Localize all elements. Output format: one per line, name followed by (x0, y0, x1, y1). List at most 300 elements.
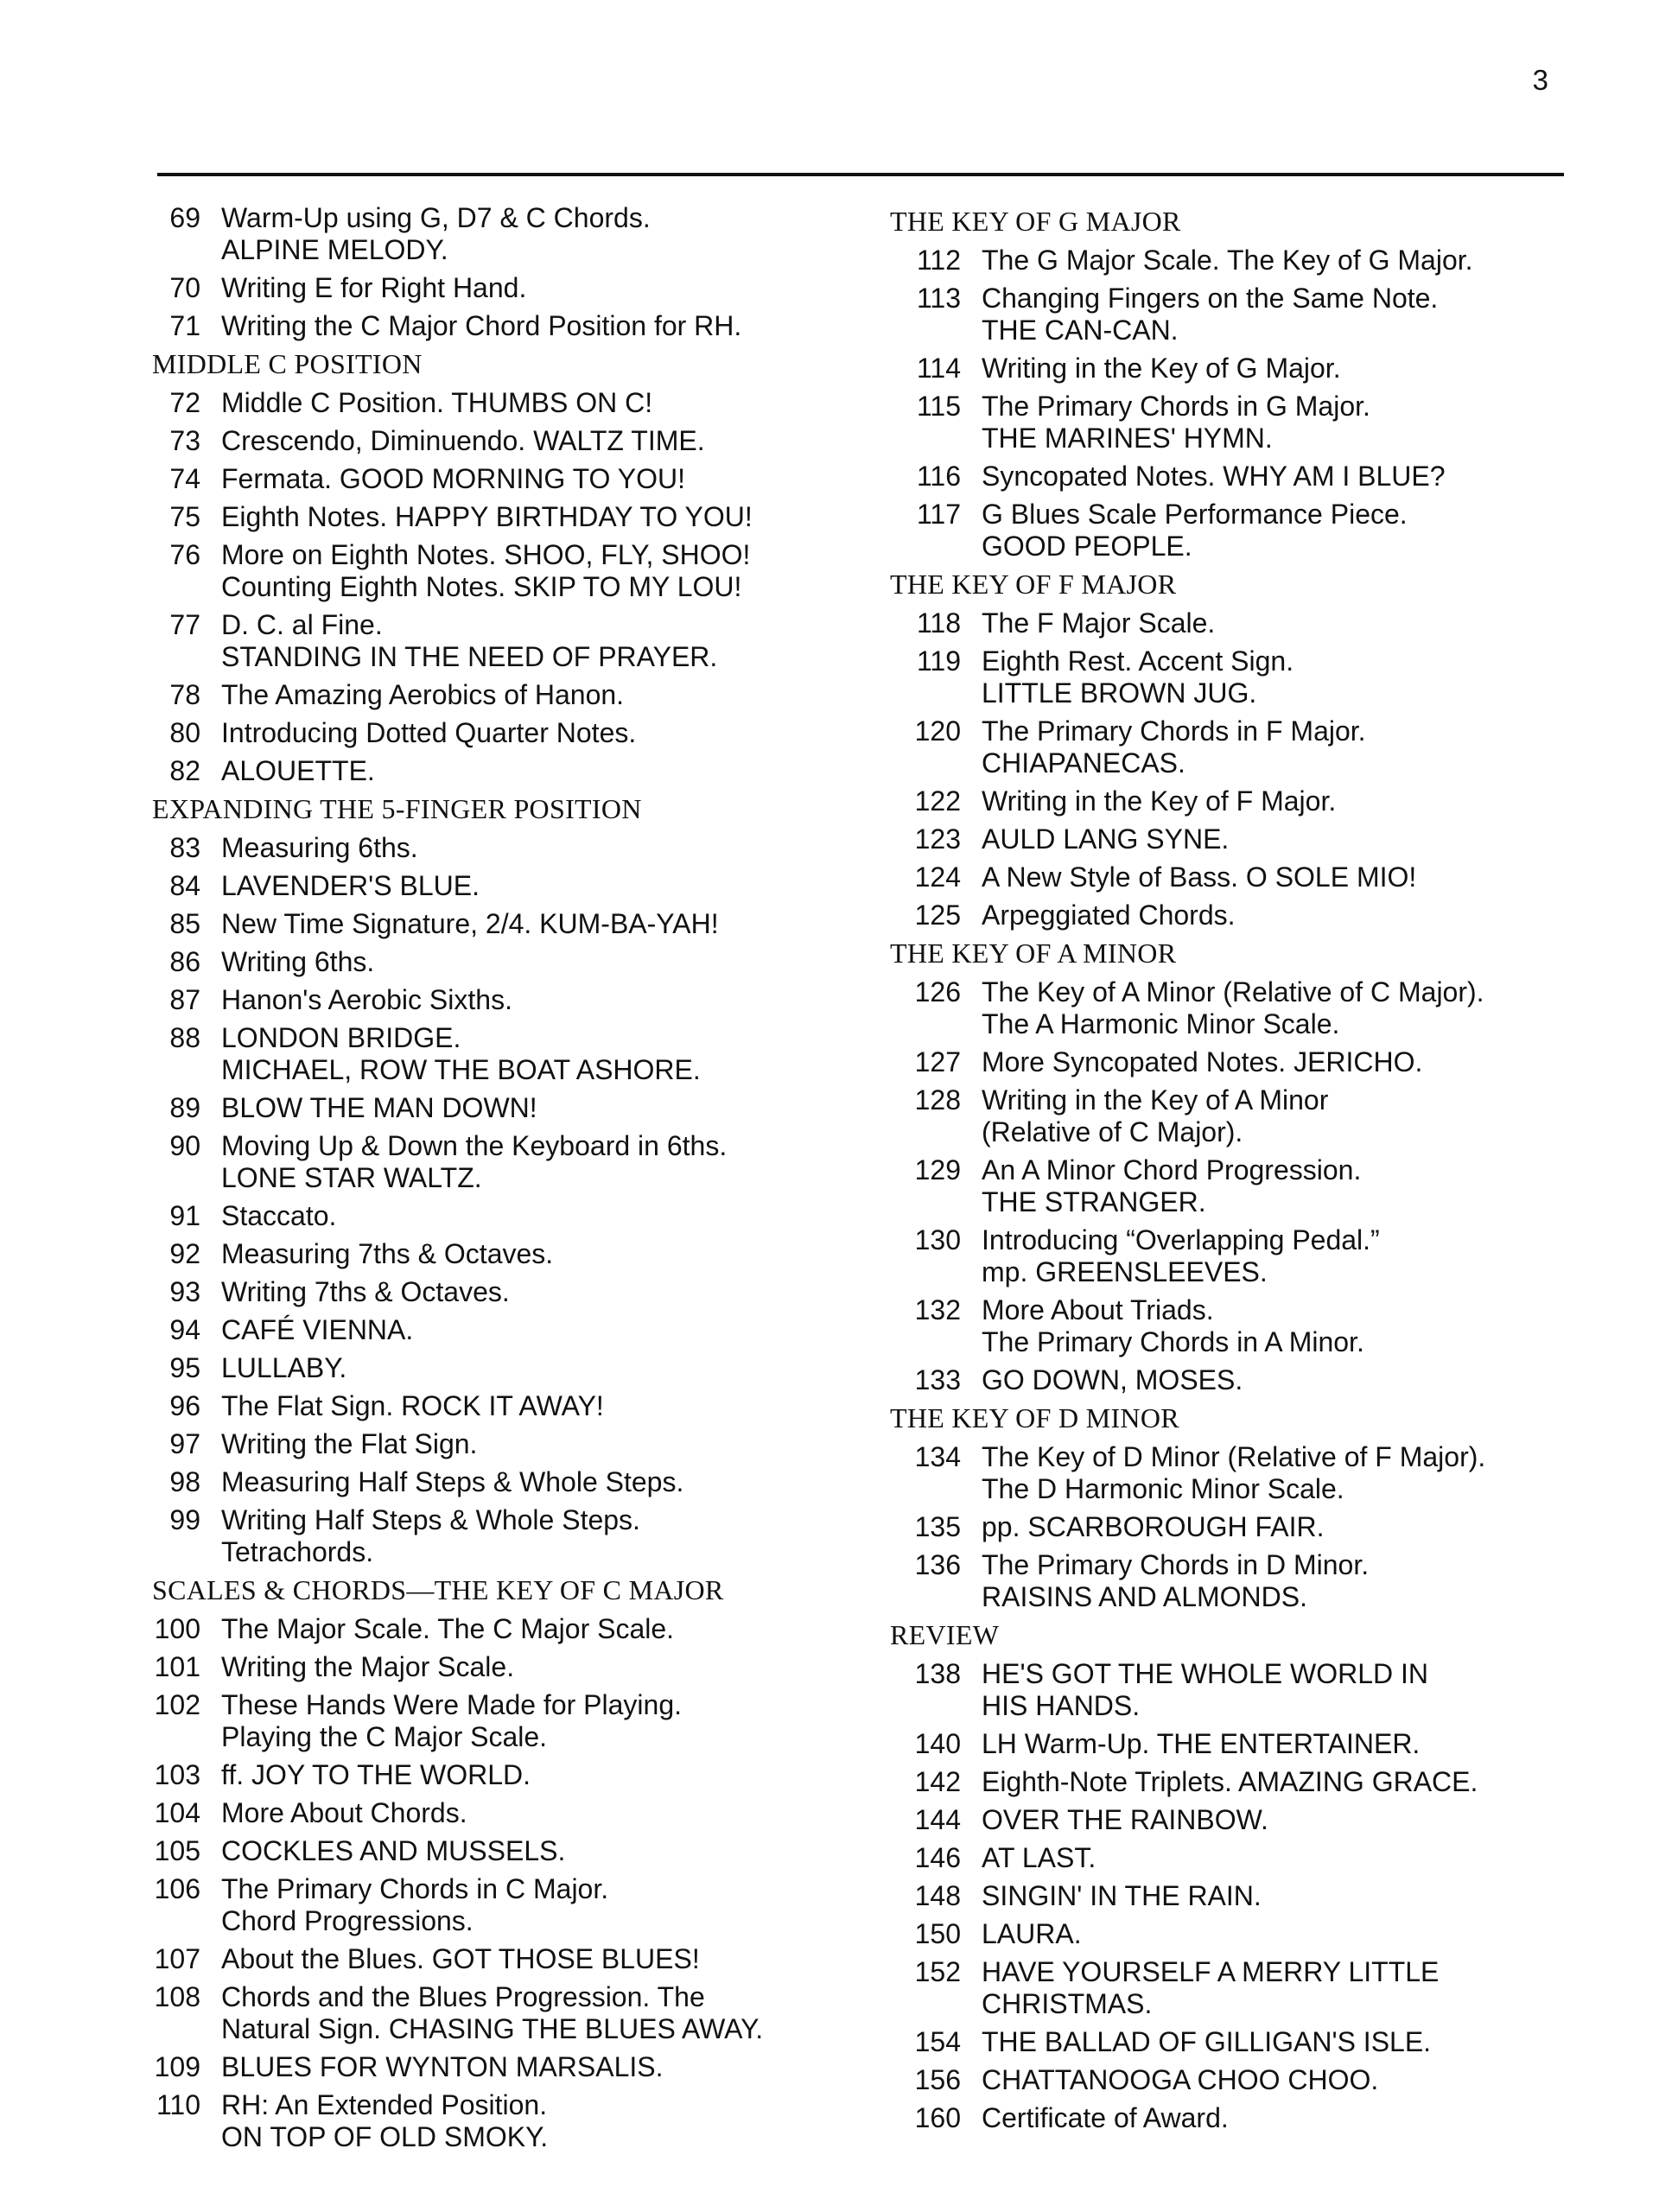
entry-page-number: 92 (169, 1238, 200, 1269)
entry-page-number: 160 (914, 2102, 961, 2133)
entry-page-number: 83 (169, 832, 200, 863)
entry-page-number: 150 (914, 1918, 961, 1949)
toc-entry (890, 1224, 1599, 1288)
entry-page-number: 94 (169, 1314, 200, 1345)
entry-page-number: 75 (169, 501, 200, 532)
entry-page-number: 124 (914, 861, 961, 893)
toc-block (149, 202, 866, 342)
entry-page-number: 89 (169, 1092, 200, 1123)
entry-text (982, 1918, 1082, 1950)
entry-page-number: 104 (154, 1797, 200, 1828)
entry-page-number: 134 (914, 1441, 961, 1472)
entry-line: THE MARINES' HYMN. (982, 423, 1273, 454)
section-heading: THE KEY OF A MINOR (890, 938, 1177, 969)
entry-page-number: 97 (169, 1428, 200, 1459)
entry-page-number: 93 (169, 1276, 200, 1307)
entry-text (221, 1314, 413, 1346)
entry-text (982, 1658, 1428, 1722)
entry-text (221, 717, 636, 749)
toc-entry (149, 425, 866, 457)
entry-text (982, 899, 1236, 931)
entry-page-number: 71 (169, 310, 200, 341)
entry-line: AULD LANG SYNE. (982, 823, 1230, 855)
toc-entry (890, 1084, 1599, 1148)
entry-line: OVER THE RAINBOW. (982, 1804, 1268, 1835)
toc-block (890, 607, 1599, 931)
entry-page-number: 144 (914, 1804, 961, 1835)
entry-page-number: 152 (914, 1956, 961, 1987)
entry-line: LITTLE BROWN JUG. (982, 677, 1257, 709)
entry-line: The Amazing Aerobics of Hanon. (221, 679, 625, 710)
entry-line: The Primary Chords in C Major. (221, 1873, 609, 1904)
entry-line: RH: An Extended Position. (221, 2089, 548, 2120)
header-rule (157, 173, 1564, 176)
entry-line: Chords and the Blues Progression. The (221, 1981, 705, 2012)
entry-line: Writing Half Steps & Whole Steps. (221, 1504, 640, 1535)
entry-text (982, 353, 1341, 385)
entry-page-number: 140 (914, 1728, 961, 1759)
toc-entry (149, 272, 866, 304)
entry-page-number: 87 (169, 984, 200, 1015)
toc-entry (149, 1276, 866, 1308)
entry-line: Writing the Flat Sign. (221, 1428, 478, 1459)
section-heading: SCALES & CHORDS—THE KEY OF C MAJOR (152, 1574, 724, 1605)
toc-entry (890, 785, 1599, 817)
entry-line: mp. GREENSLEEVES. (982, 1256, 1268, 1287)
toc-entry (149, 501, 866, 533)
entry-line: About the Blues. GOT THOSE BLUES! (221, 1943, 700, 1974)
entry-text (982, 245, 1473, 276)
entry-page-number: 100 (154, 1613, 200, 1644)
entry-page-number: 148 (914, 1880, 961, 1911)
entry-line: Natural Sign. CHASING THE BLUES AWAY. (221, 2013, 764, 2044)
entry-page-number: 90 (169, 1130, 200, 1161)
toc-entry (890, 645, 1599, 709)
entry-page-number: 113 (916, 283, 961, 314)
entry-text (221, 946, 374, 978)
entry-page-number: 138 (914, 1658, 961, 1689)
toc-entry (149, 717, 866, 749)
toc-entry (149, 1428, 866, 1460)
entry-text (982, 461, 1446, 493)
toc-entry (149, 1943, 866, 1975)
entry-line: The G Major Scale. The Key of G Major. (982, 245, 1473, 276)
entry-page-number: 80 (169, 717, 200, 748)
entry-line: Changing Fingers on the Same Note. (982, 283, 1439, 314)
entry-text (221, 1689, 682, 1753)
toc-entry (149, 310, 866, 342)
toc-entry (890, 861, 1599, 893)
toc-entry (890, 823, 1599, 855)
entry-line: ON TOP OF OLD SMOKY. (221, 2121, 549, 2152)
entry-text (982, 861, 1416, 893)
entry-text (221, 310, 741, 342)
toc-entry (149, 1314, 866, 1346)
entry-text (221, 501, 753, 533)
entry-line: Writing the C Major Chord Position for RH. (221, 310, 742, 341)
entry-line: Eighth Notes. HAPPY BIRTHDAY TO YOU! (221, 501, 753, 532)
entry-page-number: 115 (916, 391, 961, 422)
entry-line: More About Chords. (221, 1797, 467, 1828)
entry-line: Writing in the Key of F Major. (982, 785, 1337, 817)
entry-line: RAISINS AND ALMONDS. (982, 1581, 1307, 1612)
entry-page-number: 123 (914, 823, 961, 855)
entry-line: LULLABY. (221, 1352, 347, 1383)
entry-line: Introducing “Overlapping Pedal.” (982, 1224, 1380, 1255)
toc-entry (149, 1689, 866, 1753)
entry-text (221, 1390, 604, 1422)
toc-entry (149, 1200, 866, 1232)
entry-text (221, 679, 624, 711)
toc-entry (149, 1092, 866, 1124)
entry-line: New Time Signature, 2/4. KUM-BA-YAH! (221, 908, 719, 939)
entry-text (221, 1651, 514, 1683)
toc-entry (149, 908, 866, 940)
section-heading: THE KEY OF D MINOR (890, 1402, 1179, 1433)
entry-line: ff. JOY TO THE WORLD. (221, 1759, 531, 1790)
entry-text (221, 1466, 683, 1498)
entry-page-number: 82 (169, 755, 200, 786)
toc-entry (149, 539, 866, 603)
entry-line: Writing the Major Scale. (221, 1651, 515, 1682)
toc-entry (149, 2051, 866, 2083)
entry-line: CAFÉ VIENNA. (221, 1314, 414, 1345)
entry-page-number: 109 (154, 2051, 200, 2082)
entry-line: The A Harmonic Minor Scale. (982, 1008, 1340, 1039)
page-number: 3 (1532, 64, 1548, 96)
toc-entry (890, 1804, 1599, 1836)
toc-entry (890, 1956, 1599, 2020)
entry-text (221, 387, 652, 419)
entry-page-number: 77 (169, 609, 200, 640)
entry-text (221, 1238, 553, 1270)
entry-text (221, 1504, 640, 1568)
entry-text (221, 755, 375, 787)
entry-page-number: 128 (914, 1084, 961, 1116)
toc-entry (890, 1294, 1599, 1358)
entry-page-number: 146 (914, 1842, 961, 1873)
entry-line: Middle C Position. THUMBS ON C! (221, 387, 653, 418)
entry-line: HE'S GOT THE WHOLE WORLD IN (982, 1658, 1428, 1689)
entry-page-number: 110 (156, 2089, 200, 2120)
toc-entry (149, 1651, 866, 1683)
entry-page-number: 72 (169, 387, 200, 418)
entry-line: COCKLES AND MUSSELS. (221, 1835, 566, 1866)
toc-entry (149, 1504, 866, 1568)
entry-text (221, 1759, 531, 1791)
entry-page-number: 117 (916, 499, 961, 530)
toc-block (890, 976, 1599, 1396)
toc-entry (149, 1390, 866, 1422)
entry-page-number: 102 (154, 1689, 200, 1720)
entry-line: Staccato. (221, 1200, 337, 1231)
entry-page-number: 108 (154, 1981, 200, 2012)
entry-text (221, 2089, 548, 2153)
entry-page-number: 154 (914, 2026, 961, 2057)
entry-page-number: 136 (914, 1549, 961, 1580)
entry-line: LH Warm-Up. THE ENTERTAINER. (982, 1728, 1421, 1759)
entry-line: The Major Scale. The C Major Scale. (221, 1613, 675, 1644)
toc-block (890, 245, 1599, 563)
entry-text (221, 539, 750, 603)
entry-line: The F Major Scale. (982, 607, 1216, 639)
toc-entry (149, 832, 866, 864)
entry-page-number: 122 (914, 785, 961, 817)
entry-line: THE STRANGER. (982, 1186, 1206, 1217)
entry-text (982, 2102, 1229, 2134)
entry-line: Eighth Rest. Accent Sign. (982, 645, 1294, 677)
toc-entry (149, 609, 866, 673)
toc-entry (149, 1873, 866, 1937)
toc-entry (890, 1549, 1599, 1613)
entry-page-number: 107 (154, 1943, 200, 1974)
entry-line: Playing the C Major Scale. (221, 1721, 548, 1752)
entry-line: LONE STAR WALTZ. (221, 1162, 482, 1193)
entry-page-number: 73 (169, 425, 200, 456)
entry-page-number: 85 (169, 908, 200, 939)
entry-text (221, 1873, 608, 1937)
entry-line: The D Harmonic Minor Scale. (982, 1473, 1344, 1504)
entry-line: A New Style of Bass. O SOLE MIO! (982, 861, 1417, 893)
entry-line: MICHAEL, ROW THE BOAT ASHORE. (221, 1054, 701, 1085)
toc-entry (149, 984, 866, 1016)
entry-line: Writing in the Key of A Minor (982, 1084, 1329, 1116)
entry-text (982, 715, 1366, 779)
entry-text (982, 1766, 1478, 1798)
entry-line: The Primary Chords in A Minor. (982, 1326, 1364, 1357)
toc-entry (149, 946, 866, 978)
entry-text (982, 2026, 1431, 2058)
toc-entry (890, 1511, 1599, 1543)
entry-text (221, 1835, 565, 1867)
entry-line: HIS HANDS. (982, 1690, 1141, 1721)
entry-page-number: 118 (916, 607, 961, 639)
toc-entry (890, 1766, 1599, 1798)
entry-text (982, 1511, 1325, 1543)
toc-entry (890, 1154, 1599, 1218)
entry-text (982, 1842, 1096, 1874)
entry-text (221, 1797, 467, 1829)
entry-line: G Blues Scale Performance Piece. (982, 499, 1408, 530)
entry-line: Moving Up & Down the Keyboard in 6ths. (221, 1130, 728, 1161)
toc-entry (890, 2064, 1599, 2096)
entry-line: LAVENDER'S BLUE. (221, 870, 480, 901)
toc-entry (149, 1466, 866, 1498)
entry-page-number: 69 (169, 202, 200, 233)
entry-text (982, 645, 1294, 709)
entry-page-number: 76 (169, 539, 200, 570)
entry-page-number: 125 (914, 899, 961, 931)
entry-page-number: 130 (914, 1224, 961, 1255)
toc-block (890, 1658, 1599, 2134)
section-heading: THE KEY OF F MAJOR (890, 569, 1177, 600)
entry-page-number: 95 (169, 1352, 200, 1383)
entry-page-number: 78 (169, 679, 200, 710)
entry-text (982, 1046, 1422, 1078)
entry-line: AT LAST. (982, 1842, 1096, 1873)
entry-line: HAVE YOURSELF A MERRY LITTLE (982, 1956, 1440, 1987)
entry-page-number: 127 (914, 1046, 961, 1077)
entry-line: The Primary Chords in G Major. (982, 391, 1370, 422)
entry-page-number: 96 (169, 1390, 200, 1421)
toc-block (890, 1441, 1599, 1613)
entry-line: D. C. al Fine. (221, 609, 383, 640)
entry-line: Measuring 6ths. (221, 832, 418, 863)
toc-entry (149, 1352, 866, 1384)
entry-line: The Flat Sign. ROCK IT AWAY! (221, 1390, 604, 1421)
toc-entry (890, 899, 1599, 931)
entry-page-number: 133 (914, 1364, 961, 1395)
entry-text (221, 1276, 510, 1308)
entry-text (221, 1613, 674, 1645)
entry-text (221, 908, 719, 940)
toc-entry (890, 499, 1599, 563)
entry-text (982, 1880, 1262, 1912)
section-heading: EXPANDING THE 5-FINGER POSITION (152, 793, 642, 824)
entry-text (982, 823, 1229, 855)
toc-entry (890, 1728, 1599, 1760)
entry-line: SINGIN' IN THE RAIN. (982, 1880, 1262, 1911)
entry-line: More About Triads. (982, 1294, 1214, 1325)
entry-text (982, 1441, 1485, 1505)
entry-line: Eighth-Note Triplets. AMAZING GRACE. (982, 1766, 1478, 1797)
entry-text (221, 984, 512, 1016)
entry-text (221, 463, 685, 495)
entry-text (221, 1200, 336, 1232)
entry-text (982, 283, 1438, 346)
toc-entry (149, 463, 866, 495)
entry-text (982, 1294, 1364, 1358)
entry-page-number: 91 (169, 1200, 200, 1231)
entry-text (221, 609, 717, 673)
toc-entry (149, 1759, 866, 1791)
toc-entry (890, 391, 1599, 454)
toc-entry (890, 2026, 1599, 2058)
entry-page-number: 106 (154, 1873, 200, 1904)
entry-page-number: 129 (914, 1154, 961, 1185)
entry-page-number: 135 (914, 1511, 961, 1542)
toc-block (149, 387, 866, 787)
entry-text (982, 785, 1336, 817)
entry-line: More Syncopated Notes. JERICHO. (982, 1046, 1423, 1077)
toc-entry (890, 715, 1599, 779)
entry-line: Hanon's Aerobic Sixths. (221, 984, 512, 1015)
entry-text (221, 202, 651, 266)
entry-line: Arpeggiated Chords. (982, 899, 1236, 931)
toc-entry (890, 607, 1599, 639)
entry-line: The Key of A Minor (Relative of C Major). (982, 976, 1484, 1007)
entry-line: Measuring Half Steps & Whole Steps. (221, 1466, 684, 1497)
entry-line: STANDING IN THE NEED OF PRAYER. (221, 641, 718, 672)
entry-page-number: 105 (154, 1835, 200, 1866)
entry-page-number: 142 (914, 1766, 961, 1797)
entry-line: LAURA. (982, 1918, 1082, 1949)
toc-entry (149, 1238, 866, 1270)
entry-text (221, 1981, 763, 2045)
entry-text (982, 976, 1484, 1040)
toc-entry (890, 461, 1599, 493)
toc-entry (149, 2089, 866, 2153)
toc-entry (890, 353, 1599, 385)
entry-line: ALOUETTE. (221, 755, 375, 786)
entry-page-number: 99 (169, 1504, 200, 1535)
toc-entry (149, 1981, 866, 2045)
section-heading: THE KEY OF G MAJOR (890, 206, 1181, 237)
toc-entry (149, 387, 866, 419)
entry-page-number: 84 (169, 870, 200, 901)
toc-entry (149, 679, 866, 711)
entry-line: THE BALLAD OF GILLIGAN'S ISLE. (982, 2026, 1432, 2057)
entry-line: These Hands Were Made for Playing. (221, 1689, 682, 1720)
entry-line: BLOW THE MAN DOWN! (221, 1092, 537, 1123)
section-heading: MIDDLE C POSITION (152, 348, 423, 379)
toc-entry (890, 976, 1599, 1040)
entry-page-number: 101 (154, 1651, 200, 1682)
entry-line: (Relative of C Major). (982, 1116, 1243, 1147)
entry-page-number: 126 (914, 976, 961, 1007)
toc-entry (149, 755, 866, 787)
entry-line: Introducing Dotted Quarter Notes. (221, 717, 637, 748)
entry-page-number: 116 (916, 461, 961, 492)
entry-page-number: 112 (916, 245, 961, 276)
toc-entry (890, 1364, 1599, 1396)
entry-line: Chord Progressions. (221, 1905, 474, 1936)
toc-entry (149, 870, 866, 902)
entry-line: Writing in the Key of G Major. (982, 353, 1341, 384)
toc-block (149, 832, 866, 1568)
toc-entry (149, 1613, 866, 1645)
entry-line: Measuring 7ths & Octaves. (221, 1238, 554, 1269)
entry-line: Warm-Up using G, D7 & C Chords. (221, 202, 651, 233)
entry-page-number: 74 (169, 463, 200, 494)
entry-text (982, 499, 1408, 563)
entry-text (982, 1728, 1420, 1760)
entry-line: Crescendo, Diminuendo. WALTZ TIME. (221, 425, 705, 456)
entry-line: ALPINE MELODY. (221, 234, 448, 265)
entry-text (221, 272, 526, 304)
entry-page-number: 98 (169, 1466, 200, 1497)
entry-text (221, 1022, 701, 1086)
entry-text (982, 1154, 1361, 1218)
toc-entry (149, 1797, 866, 1829)
toc-entry (890, 283, 1599, 346)
entry-line: The Primary Chords in F Major. (982, 715, 1366, 747)
entry-line: Counting Eighth Notes. SKIP TO MY LOU! (221, 571, 742, 602)
right-column (890, 202, 1599, 2140)
entry-text (221, 832, 418, 864)
entry-text (221, 1428, 477, 1460)
entry-text (221, 1352, 346, 1384)
entry-line: BLUES FOR WYNTON MARSALIS. (221, 2051, 664, 2082)
entry-line: More on Eighth Notes. SHOO, FLY, SHOO! (221, 539, 751, 570)
toc-entry (890, 1046, 1599, 1078)
entry-line: CHIAPANECAS. (982, 747, 1185, 779)
toc-entry (890, 1842, 1599, 1874)
entry-text (221, 870, 480, 902)
entry-line: LONDON BRIDGE. (221, 1022, 461, 1053)
toc-entry (149, 1022, 866, 1086)
entry-line: pp. SCARBOROUGH FAIR. (982, 1511, 1325, 1542)
left-column (149, 202, 866, 2159)
entry-line: Writing 7ths & Octaves. (221, 1276, 510, 1307)
entry-line: Fermata. GOOD MORNING TO YOU! (221, 463, 685, 494)
entry-text (982, 1364, 1243, 1396)
entry-line: GOOD PEOPLE. (982, 531, 1192, 562)
entry-line: Writing E for Right Hand. (221, 272, 527, 303)
toc-entry (890, 245, 1599, 276)
entry-text (982, 1224, 1380, 1288)
entry-line: Certificate of Award. (982, 2102, 1229, 2133)
